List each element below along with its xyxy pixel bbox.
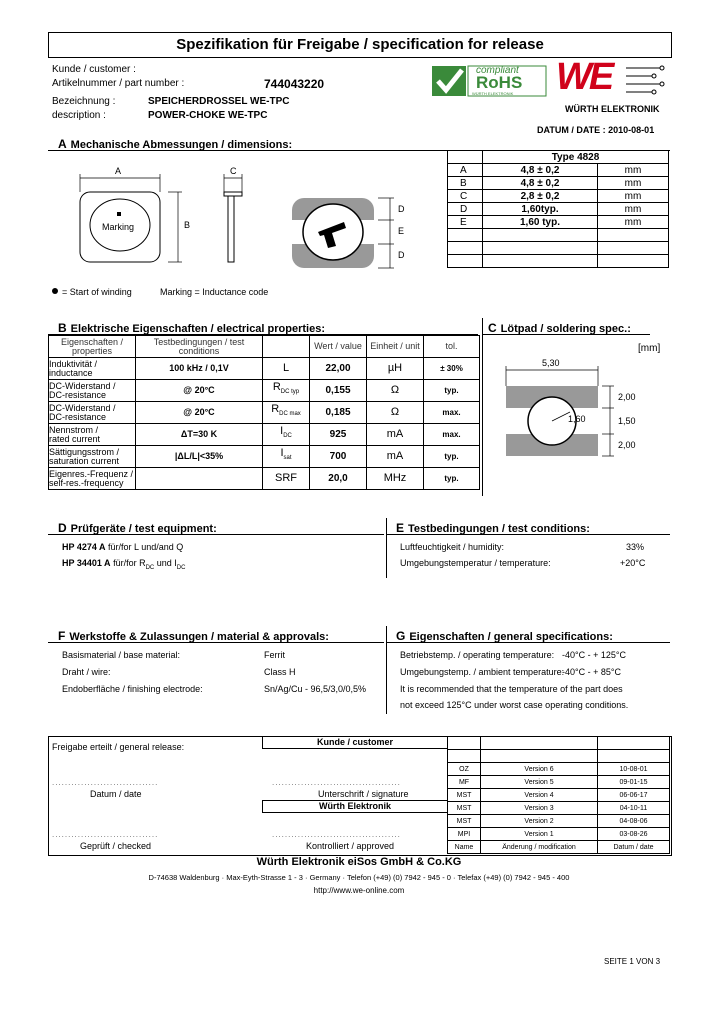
we-logo: WE xyxy=(556,62,668,102)
section-g-title: G Eigenschaften / general specifications: xyxy=(396,629,613,643)
wire-value: Class H xyxy=(264,667,296,677)
release-date-label: Datum / date xyxy=(90,789,142,799)
recommendation-line-2: not exceed 125°C under worst case operating conditions. xyxy=(400,700,629,710)
customer-header: Kunde / customer xyxy=(262,736,448,749)
wire-label: Draht / wire: xyxy=(62,667,111,677)
description-label: description : xyxy=(52,110,106,121)
pad-unit: [mm] xyxy=(638,343,661,354)
part-number: 744043220 xyxy=(264,77,325,91)
winding-legend-icon xyxy=(52,288,58,294)
table-row: Sättigungsstrom / saturation current |ΔL/L|<35% $I_{sat}$ 700 mA typ. xyxy=(49,446,480,468)
rohs-logo: compliant RoHS WÜRTH ELEKTRONIK xyxy=(432,64,550,98)
checked-label: Geprüft / checked xyxy=(80,841,152,851)
designation-value: SPEICHERDROSSEL WE-TPC xyxy=(148,96,290,107)
base-material-value: Ferrit xyxy=(264,650,285,660)
designation-label: Bezeichnung : xyxy=(52,96,116,107)
temperature-label: Umgebungstemperatur / temperature: xyxy=(400,558,551,568)
winding-dot-icon xyxy=(117,212,121,216)
table-row: A 4,8 ± 0,2 mm xyxy=(448,164,669,177)
company-web[interactable]: http://www.we-online.com xyxy=(313,886,405,895)
ambient-temp-value: -40°C - + 85°C xyxy=(562,667,621,677)
table-row: Eigenres.-Frequenz / self-res.-frequency SRF 20,0 MHz typ. xyxy=(49,468,480,490)
part-number-label: Artikelnummer / part number : xyxy=(52,78,185,89)
table-row: Nennstrom / rated current ΔT=30 K $I_{DC}$ 925 mA max. xyxy=(49,424,480,446)
table-row: DC-Widerstand / DC-resistance @ 20°C $R_{DC max}$ 0,185 Ω max. xyxy=(49,402,480,424)
date: DATUM / DATE : 2010-08-01 xyxy=(537,125,655,135)
table-row: OZ Version 6 10-08-01 xyxy=(448,763,670,776)
legend-winding: = Start of winding xyxy=(62,287,132,297)
page-number: SEITE 1 VON 3 xyxy=(604,957,661,966)
release-label: Freigabe erteilt / general release: xyxy=(52,742,185,752)
customer-label: Kunde / customer : xyxy=(52,64,136,75)
table-row: E 1,60 typ. mm xyxy=(448,216,669,229)
description-value: POWER-CHOKE WE-TPC xyxy=(148,110,268,121)
table-row: D 1,60typ. mm xyxy=(448,203,669,216)
table-row: MST Version 3 04-10-11 xyxy=(448,802,670,815)
dimension-drawing: A B C Marking D E D xyxy=(60,162,440,282)
recommendation-line-1: It is recommended that the temperature of the part does xyxy=(400,684,623,694)
table-row: Name Änderung / modification Datum / date xyxy=(448,841,670,854)
approved-label: Kontrolliert / approved xyxy=(306,841,395,851)
section-f-title: F Werkstoffe & Zulassungen / material & approvals: xyxy=(58,629,329,643)
table-row: DC-Widerstand / DC-resistance @ 20°C $R_{DC typ}$ 0,155 Ω typ. xyxy=(49,380,480,402)
dimension-table: Type 4828 A 4,8 ± 0,2 mm B 4,8 ± 0,2 mm C 2,8 ± 0,2 mm D 1,60typ. mm E 1,60 typ. mm xyxy=(447,150,669,268)
section-e-title: E Testbedingungen / test conditions: xyxy=(396,521,590,535)
humidity-label: Luftfeuchtigkeit / humidity: xyxy=(400,542,505,552)
version-table xyxy=(447,736,670,854)
brand-name: WÜRTH ELEKTRONIK xyxy=(565,104,660,114)
finishing-label: Endoberfläche / finishing electrode: xyxy=(62,684,203,694)
company-address: D-74638 Waldenburg · Max-Eyth-Strasse 1 - 3 · Germany · Telefon (+49) (0) 7942 - 945 - 0 · Telefax (+49) (0) 7942 - 945 - 400 xyxy=(148,873,570,882)
operating-temp-label: Betriebstemp. / operating temperature: xyxy=(400,650,555,660)
company-name: Würth Elektronik eiSos GmbH & Co.KG xyxy=(256,856,462,868)
section-d-title: D Prüfgeräte / test equipment: xyxy=(58,521,217,535)
section-c-title: C Lötpad / soldering spec.: xyxy=(488,321,631,335)
table-row: MPI Version 1 03-08-26 xyxy=(448,828,670,841)
page-title: Spezifikation für Freigabe / specification for release xyxy=(48,32,672,58)
section-b-title: B Elektrische Eigenschaften / electrical properties: xyxy=(58,321,325,335)
humidity-value: 33% xyxy=(626,542,645,552)
table-row: MF Version 5 09-01-15 xyxy=(448,776,670,789)
equipment-line-1: HP 4274 A für/for L und/and Q xyxy=(62,542,184,552)
signature-label: Unterschrift / signature xyxy=(318,789,409,799)
table-row: Induktivität / inductance 100 kHz / 0,1V L 22,00 µH ± 30% xyxy=(49,358,480,380)
temperature-value: +20°C xyxy=(620,558,646,568)
table-row: B 4,8 ± 0,2 mm xyxy=(448,177,669,190)
ambient-temp-label: Umgebungstemp. / ambient temperature: xyxy=(400,667,565,677)
electrical-table: Eigenschaften / properties Testbedingungen / test conditions Wert / value Einheit / unit tol. Induktivität / inductance 100 kHz / 0,1V L 22,00 µH ± 30% DC-Widerstand / DC-resistance @ 20°C $R_{DC typ}$ 0,155 Ω typ. DC-Widerstand / DC-resistance @ 20°C $R_{DC max}$ 0,185 Ω max. Nennstrom / rated current ΔT=30 K $I_{DC}$ 925 mA max. Sättigungsstrom / saturation current |ΔL/L|<35% $I_{sat}$ 700 mA typ. Eigenres.-Frequenz / self-res.-frequency SRF 20,0 MHz typ. xyxy=(48,335,480,490)
operating-temp-value: -40°C - + 125°C xyxy=(562,650,626,660)
table-row: MST Version 2 04-08-06 xyxy=(448,815,670,828)
section-a-title: A Mechanische Abmessungen / dimensions: xyxy=(58,137,293,151)
solder-pad-drawing: 5,30 2,00 1,50 2,00 1,60 xyxy=(490,358,650,468)
base-material-label: Basismaterial / base material: xyxy=(62,650,181,660)
finishing-value: Sn/Ag/Cu - 96,5/3,0/0,5% xyxy=(264,684,367,694)
we-header: Würth Elektronik xyxy=(262,800,448,813)
table-row: C 2,8 ± 0,2 mm xyxy=(448,190,669,203)
table-row: MST Version 4 06-06-17 xyxy=(448,789,670,802)
legend-marking: Marking = Inductance code xyxy=(160,287,269,297)
equipment-line-2: HP 34401 A für/for $R_{DC}$ und $I_{DC}$ xyxy=(62,558,186,571)
